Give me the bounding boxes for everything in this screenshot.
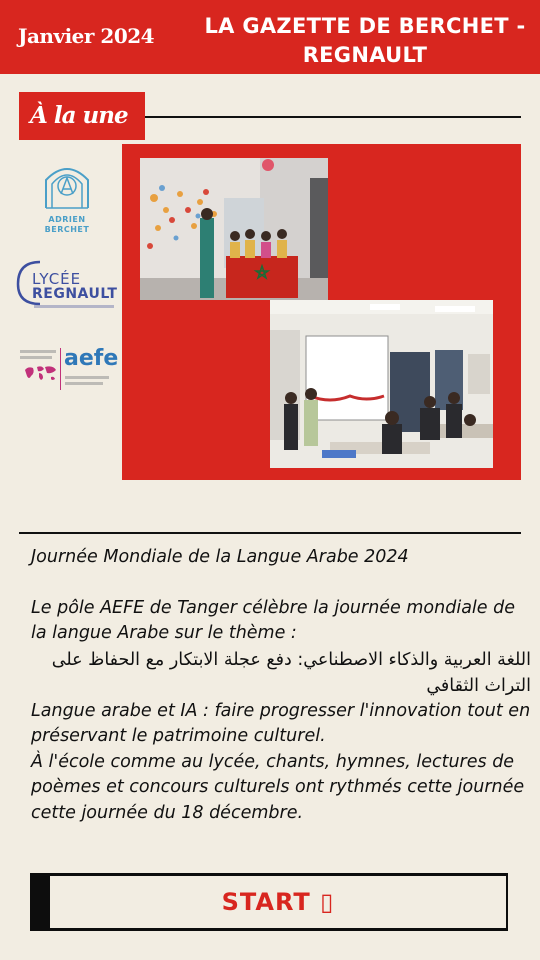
article-body bbox=[31, 545, 531, 826]
article-translation: Langue arabe et IA : faire progresser l'innovation tout en préservant le patrimoine culturel. bbox=[31, 700, 531, 746]
article-body-text: À l'école comme au lycée, chants, hymnes, lectures de poèmes et concours culturels ont rythmés cette journée cette journée du 18 décembre. bbox=[31, 751, 525, 823]
aefe-logo: aefe bbox=[20, 346, 120, 392]
regnault-subtext bbox=[34, 305, 114, 308]
article-intro: Le pôle AEFE de Tanger célèbre la journée mondiale de la langue Arabe sur le thème : bbox=[31, 597, 515, 643]
section-tag: À la une bbox=[19, 92, 145, 140]
regnault-logo: LYCÉE REGNAULT bbox=[14, 256, 122, 316]
header-bar bbox=[0, 0, 540, 74]
section-divider bbox=[145, 116, 521, 118]
group-photo-flag bbox=[140, 158, 328, 300]
article-arabic-theme: اللغة العربية والذكاء الاصطناعي: دفع عجلة الابتكار مع الحفاظ على التراث الثقافي bbox=[51, 649, 531, 696]
classroom-photo bbox=[270, 300, 493, 468]
start-button[interactable]: START ▯ bbox=[48, 874, 508, 930]
gazette-title: LA GAZETTE DE BERCHET - REGNAULT bbox=[204, 14, 526, 67]
article-title: Journée Mondiale de la Langue Arabe 2024 bbox=[31, 547, 409, 567]
photo-panel bbox=[122, 144, 521, 480]
issue-date: Janvier 2024 bbox=[18, 24, 155, 48]
adrien-berchet-logo: ADRIEN BERCHET bbox=[42, 160, 92, 240]
article-divider bbox=[19, 532, 521, 534]
